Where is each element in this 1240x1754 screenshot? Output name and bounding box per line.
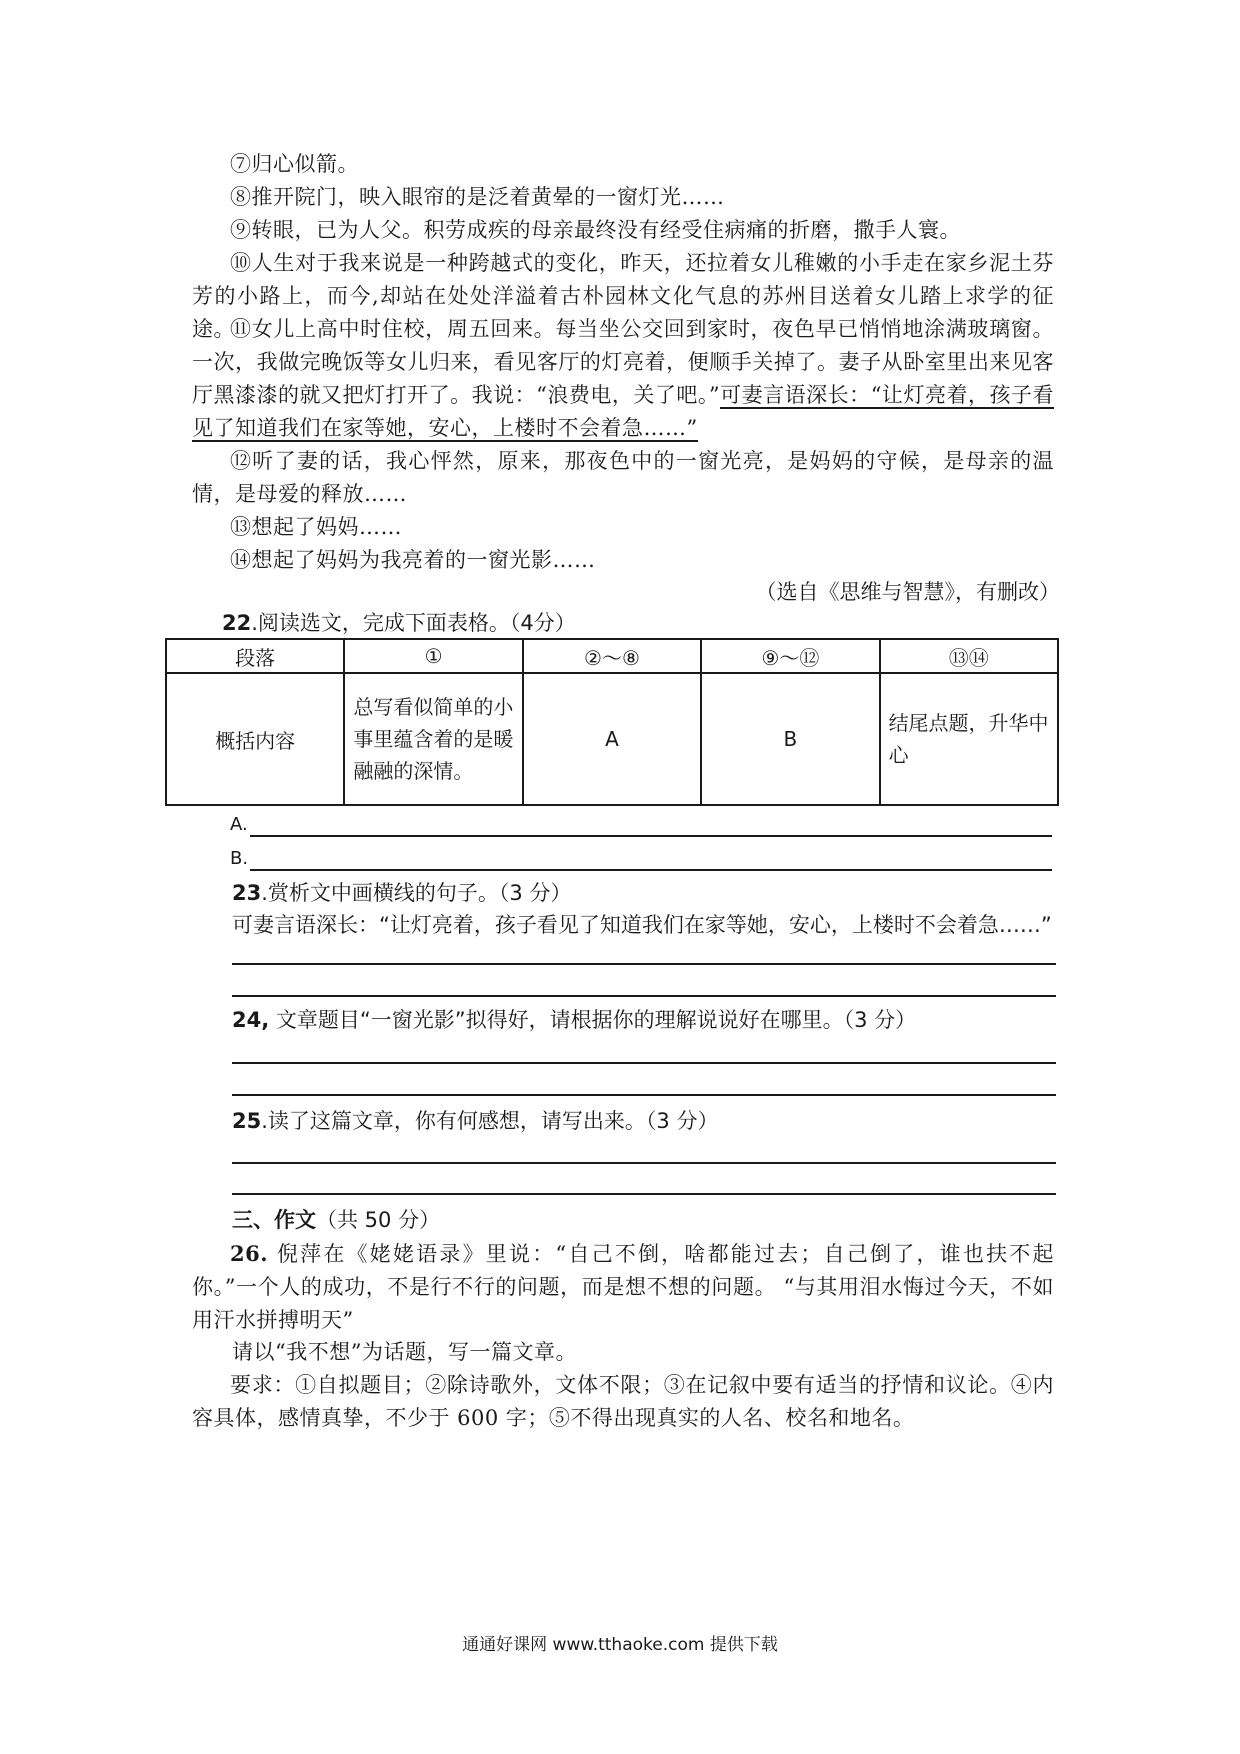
section-3-title: 三、作文 <box>232 1208 316 1232</box>
question-23-text: .赏析文中画横线的句子。（3 分） <box>261 881 572 905</box>
answer-line-a[interactable] <box>250 835 1052 837</box>
answer-line-24-2[interactable] <box>232 1094 1056 1096</box>
question-23-quote: 可妻言语深长：“让灯亮着，孩子看见了知道我们在家等她，安心，上楼时不会着急……” <box>232 913 1052 937</box>
table-header-cell: ②～⑧ <box>523 639 701 673</box>
table-row <box>166 673 1058 805</box>
question-24-text: 文章题目“一窗光影”拟得好，请根据你的理解说说好在哪里。（3 分） <box>269 1008 917 1032</box>
answer-line-24-1[interactable] <box>232 1062 1056 1064</box>
answer-line-25-2[interactable] <box>232 1193 1056 1195</box>
section-3-score: （共 50 分） <box>316 1208 441 1232</box>
table-cell: 结尾点题，升华中心 <box>880 673 1058 805</box>
table-row-label: 概括内容 <box>166 673 344 805</box>
answer-line-23-1[interactable] <box>232 963 1056 965</box>
paragraph-11-text: ⑪女儿上高中时住校，周五回来。每当坐公交回到家时，夜色早已悄悄地涂满玻璃窗。一次，我做完晚饭等女儿归来，看见客厅的灯亮着，便顺手关掉了。妻子从卧室里出来见客厅黑漆漆的就又把灯打开了。我说：“浪费电，关了吧。” <box>192 317 1054 407</box>
question-23-title <box>232 878 571 908</box>
answer-line-23-2[interactable] <box>232 995 1056 997</box>
question-26-requirements: 要求：①自拟题目；②除诗歌外，文体不限；③在记叙中要有适当的抒情和议论。④内容具体，感情真挚，不少于 600 字；⑤不得出现真实的人名、校名和地名。 <box>192 1373 1054 1430</box>
paragraph-11 <box>192 313 1054 445</box>
question-24-title <box>232 1005 916 1035</box>
table-header-cell: ⑨～⑫ <box>701 639 879 673</box>
paragraph-13: ⑬想起了妈妈…… <box>230 515 402 539</box>
question-26 <box>192 1237 1054 1337</box>
paragraph-9: ⑨转眼，已为人父。积劳成疾的母亲最终没有经受住病痛的折磨，撒手人寰。 <box>230 218 961 242</box>
question-22-text: .阅读选文，完成下面表格。（4分） <box>251 611 576 635</box>
question-26-text: 倪萍在《姥姥语录》里说：“自己不倒，啥都能过去；自己倒了，谁也扶不起你。”一个人的成功，不是行不行的问题，而是想不想的问题。 “与其用泪水悔过今天，不如用汗水拼搏明天” <box>192 1242 1054 1332</box>
paragraph-7: ⑦归心似箭。 <box>230 152 359 176</box>
question-22-title <box>222 608 576 638</box>
question-25-title <box>232 1106 718 1136</box>
page-footer: 通通好课网 www.tthaoke.com 提供下载 <box>462 1635 778 1655</box>
table-header-row <box>166 639 1058 673</box>
table-cell-answer-a: A <box>523 673 701 805</box>
source-citation: （选自《思维与智慧》，有删改） <box>755 580 1060 604</box>
section-3-heading <box>232 1205 440 1235</box>
question-24-number: 24, <box>232 1008 270 1032</box>
question-26-number: 26. <box>230 1241 269 1266</box>
table-header-cell: ① <box>344 639 522 673</box>
paragraph-10: ⑩人生对于我来说是一种跨越式的变化，昨天，还拉着女儿稚嫩的小手走在家乡泥土芬芳的小路上，而今,却站在处处洋溢着古朴园林文化气息的苏州目送着女儿踏上求学的征途。 <box>192 251 1054 341</box>
answer-label-a: A. <box>230 814 248 835</box>
table-header-cell: 段落 <box>166 639 344 673</box>
question-22-number: 22 <box>222 611 252 635</box>
table-cell-answer-b: B <box>701 673 879 805</box>
underlined-sentence: 可妻言语深长：“让灯亮着，孩子看见了知道我们在家等她，安心，上楼时不会着急……” <box>192 383 1054 440</box>
question-23-number: 23 <box>232 881 262 905</box>
answer-line-b[interactable] <box>250 869 1052 871</box>
table-header-cell: ⑬⑭ <box>880 639 1058 673</box>
answer-label-b: B. <box>230 848 249 869</box>
question-25-number: 25 <box>232 1109 262 1133</box>
paragraph-8: ⑧推开院门，映入眼帘的是泛着黄晕的一窗灯光…… <box>230 185 725 209</box>
paragraph-12: ⑫听了妻的话，我心怦然，原来，那夜色中的一窗光亮，是妈妈的守候，是母亲的温情，是母爱的释放…… <box>192 449 1054 506</box>
question-26-prompt: 请以“我不想”为话题，写一篇文章。 <box>232 1340 577 1364</box>
question-25-text: .读了这篇文章，你有何感想，请写出来。（3 分） <box>261 1109 719 1133</box>
summary-table <box>165 638 1059 806</box>
table-cell: 总写看似简单的小事里蕴含着的是暖融融的深情。 <box>344 673 522 805</box>
paragraph-14: ⑭想起了妈妈为我亮着的一窗光影…… <box>230 548 596 572</box>
answer-line-25-1[interactable] <box>232 1162 1056 1164</box>
